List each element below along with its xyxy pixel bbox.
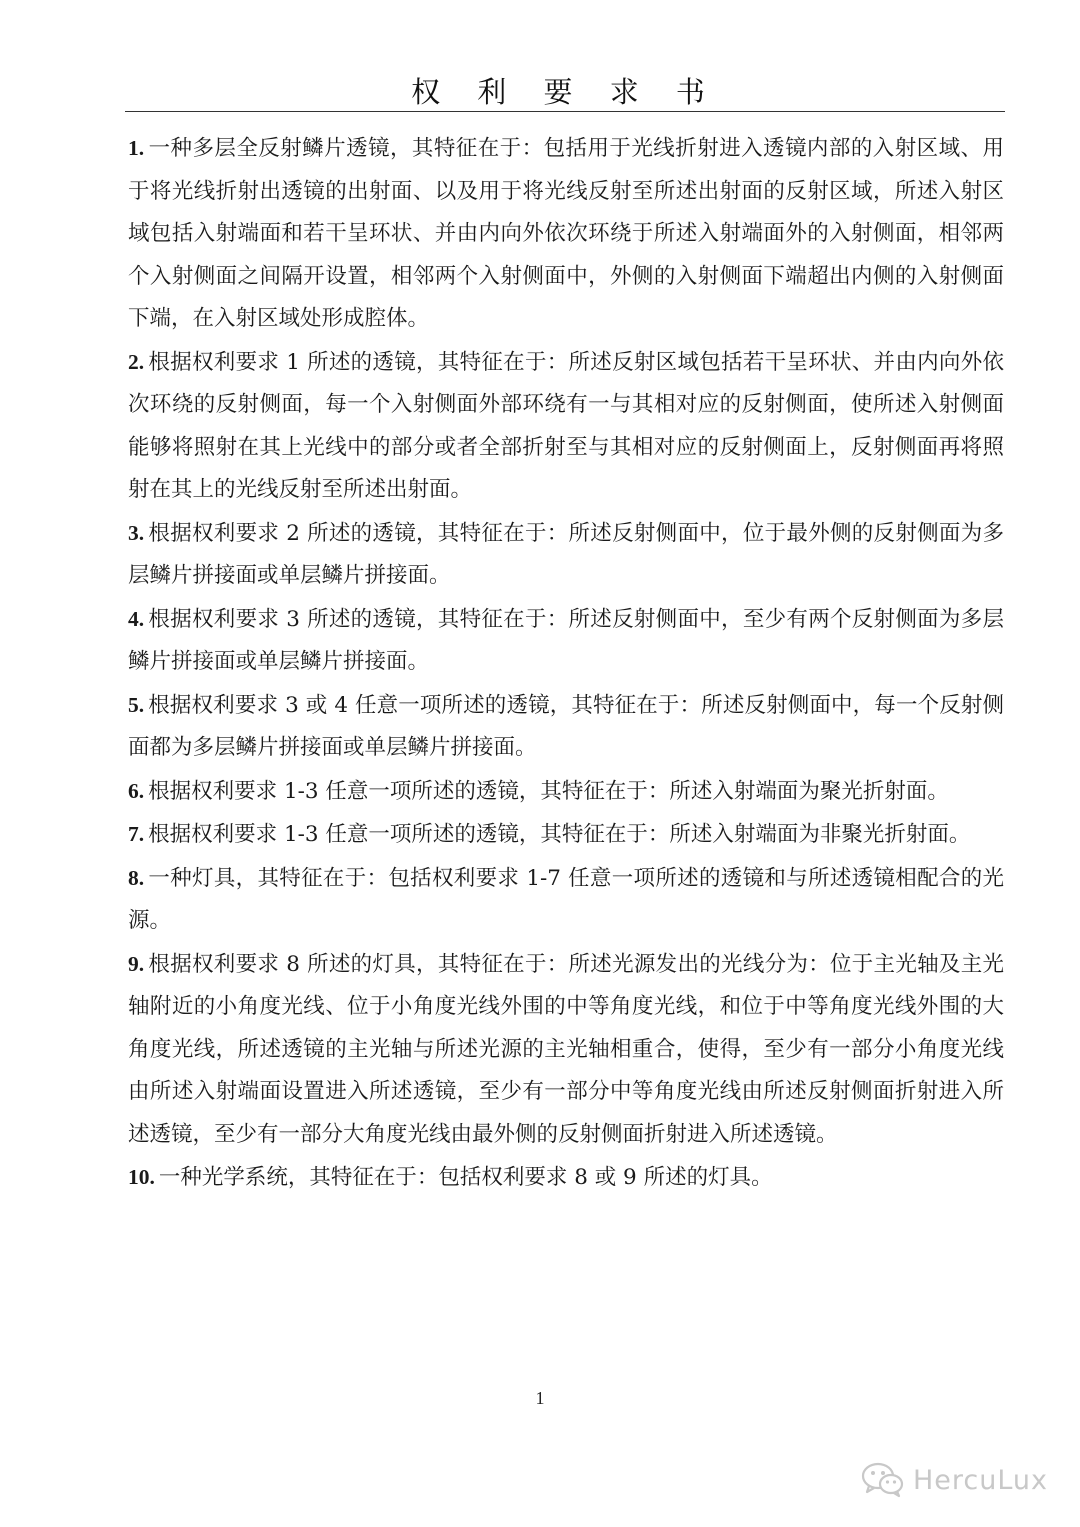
claim-number: 4.	[128, 606, 145, 631]
claim-number: 7.	[128, 822, 145, 846]
title-divider	[125, 111, 1005, 112]
claim-text: 一种多层全反射鳞片透镜，其特征在于：包括用于光线折射进入透镜内部的入射区域、用于将光线折射出透镜的出射面、以及用于将光线反射至所述出射面的反射区域，所述入射区域包括入射端面和若干呈环状、并由内向外依次环绕于所述入射端面外的入射侧面，相邻两个入射侧面之间隔开设置，相邻两个入射侧面中，外侧的入射侧面下端超出内侧的入射侧面下端，在入射区域处形成腔体。	[128, 136, 1004, 331]
claim-number: 6.	[128, 778, 145, 803]
claim-text: 根据权利要求 1-3 任意一项所述的透镜，其特征在于：所述入射端面为非聚光折射面。	[148, 822, 971, 847]
claim-number: 10.	[128, 1165, 155, 1189]
watermark	[861, 1460, 1048, 1500]
claim-text: 根据权利要求 1 所述的透镜，其特征在于：所述反射区域包括若干呈环状、并由内向外依次环绕的反射侧面，每一个入射侧面外部环绕有一与其相对应的反射侧面，使所述入射侧面能够将照射在其上光线中的部分或者全部折射至与其相对应的反射侧面上，反射侧面再将照射在其上的光线反射至所述出射面。	[128, 349, 1004, 502]
claim-text: 根据权利要求 8 所述的灯具，其特征在于：所述光源发出的光线分为：位于主光轴及主光轴附近的小角度光线、位于小角度光线外围的中等角度光线，和位于中等角度光线外围的大角度光线，所述透镜的主光轴与所述光源的主光轴相重合，使得，至少有一部分小角度光线由所述入射端面设置进入所述透镜，至少有一部分中等角度光线由所述反射侧面折射进入所述透镜，至少有一部分大角度光线由最外侧的反射侧面折射进入所述透镜。	[128, 951, 1004, 1147]
claim-item	[128, 512, 1004, 598]
claim-item	[128, 1156, 1004, 1200]
watermark-text: HercuLux	[912, 1464, 1048, 1496]
claim-text: 一种光学系统，其特征在于：包括权利要求 8 或 9 所述的灯具。	[158, 1165, 773, 1190]
claim-item	[128, 813, 1004, 857]
claim-item	[128, 943, 1004, 1157]
claim-number: 1.	[128, 136, 145, 160]
claim-number: 3.	[128, 520, 145, 545]
claim-number: 2.	[128, 349, 145, 374]
claim-number: 5.	[128, 692, 145, 717]
page-number: 1	[535, 1388, 545, 1408]
claim-item	[128, 770, 1004, 814]
claim-number: 9.	[128, 951, 145, 976]
claims-list	[128, 127, 1004, 1200]
claim-text: 根据权利要求 3 所述的透镜，其特征在于：所述反射侧面中，至少有两个反射侧面为多层鳞片拼接面或单层鳞片拼接面。	[128, 606, 1004, 674]
claim-item	[128, 341, 1004, 512]
wechat-icon	[861, 1462, 905, 1498]
claim-text: 根据权利要求 2 所述的透镜，其特征在于：所述反射侧面中，位于最外侧的反射侧面为多层鳞片拼接面或单层鳞片拼接面。	[128, 520, 1004, 588]
document-title: 权 利 要 求 书	[411, 75, 719, 109]
claim-text: 根据权利要求 1-3 任意一项所述的透镜，其特征在于：所述入射端面为聚光折射面。	[148, 778, 949, 804]
claim-text: 根据权利要求 3 或 4 任意一项所述的透镜，其特征在于：所述反射侧面中，每一个反射侧面都为多层鳞片拼接面或单层鳞片拼接面。	[128, 692, 1004, 760]
claim-item	[128, 598, 1004, 684]
claim-text: 一种灯具，其特征在于：包括权利要求 1-7 任意一项所述的透镜和与所述透镜相配合的光源。	[128, 865, 1004, 933]
claim-number: 8.	[128, 865, 145, 890]
claim-item	[128, 127, 1004, 341]
claim-item	[128, 857, 1004, 943]
claim-item	[128, 684, 1004, 770]
